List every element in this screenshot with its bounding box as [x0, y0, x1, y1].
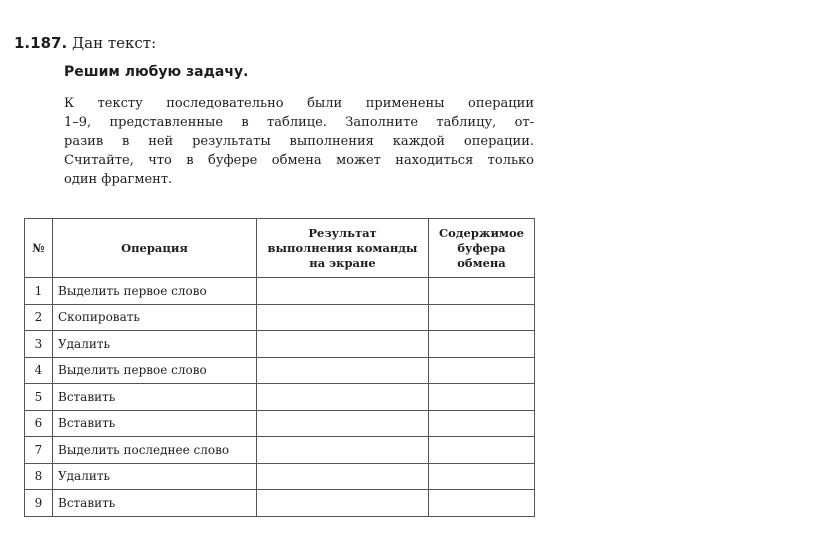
row-number: 9: [25, 490, 53, 517]
row-number: 2: [25, 304, 53, 331]
table-row: [25, 437, 535, 464]
row-number: 5: [25, 384, 53, 411]
task-label: Дан текст:: [71, 34, 157, 52]
table-row: [25, 304, 535, 331]
table-row: [25, 410, 535, 437]
task-subtitle: Решим любую задачу.: [64, 64, 249, 80]
row-number: 3: [25, 331, 53, 358]
row-operation: Скопировать: [53, 304, 257, 331]
row-number: 8: [25, 463, 53, 490]
table-row: [25, 490, 535, 517]
header-buffer: [429, 219, 535, 278]
table-header-row: [25, 219, 535, 278]
buffer-cell[interactable]: [429, 278, 535, 305]
row-operation: Выделить первое слово: [53, 278, 257, 305]
buffer-cell[interactable]: [429, 384, 535, 411]
row-number: 4: [25, 357, 53, 384]
header-result-line: выполнения команды: [267, 240, 418, 255]
table-row: [25, 357, 535, 384]
buffer-cell[interactable]: [429, 437, 535, 464]
result-cell[interactable]: [257, 437, 429, 464]
result-cell[interactable]: [257, 463, 429, 490]
row-operation: Удалить: [53, 331, 257, 358]
table-row: [25, 463, 535, 490]
buffer-cell[interactable]: [429, 463, 535, 490]
row-number: 7: [25, 437, 53, 464]
row-number: 6: [25, 410, 53, 437]
row-operation: Удалить: [53, 463, 257, 490]
row-operation: Вставить: [53, 410, 257, 437]
task-description: [64, 94, 534, 189]
table-row: [25, 278, 535, 305]
task-number: 1.187.: [14, 34, 68, 52]
description-line: Считайте, что в буфере обмена может находиться только: [64, 153, 534, 168]
buffer-cell[interactable]: [429, 331, 535, 358]
header-number: №: [25, 219, 53, 278]
row-operation: Выделить последнее слово: [53, 437, 257, 464]
description-line: разив в ней результаты выполнения каждой операции.: [64, 134, 534, 149]
header-result-line: на экране: [309, 255, 376, 270]
buffer-cell[interactable]: [429, 304, 535, 331]
header-result: [257, 219, 429, 278]
buffer-cell[interactable]: [429, 357, 535, 384]
row-operation: Вставить: [53, 490, 257, 517]
result-cell[interactable]: [257, 490, 429, 517]
description-line: 1–9, представленные в таблице. Заполните таблицу, от-: [64, 115, 534, 130]
row-operation: Вставить: [53, 384, 257, 411]
row-operation: Выделить первое слово: [53, 357, 257, 384]
description-line: К тексту последовательно были применены операции: [64, 96, 534, 111]
description-line: один фрагмент.: [64, 172, 173, 187]
result-cell[interactable]: [257, 410, 429, 437]
result-cell[interactable]: [257, 331, 429, 358]
header-buffer-line: буфера: [457, 240, 506, 255]
row-number: 1: [25, 278, 53, 305]
task-header: [14, 34, 156, 52]
buffer-cell[interactable]: [429, 490, 535, 517]
operations-table: [24, 218, 535, 517]
table-row: [25, 384, 535, 411]
buffer-cell[interactable]: [429, 410, 535, 437]
header-buffer-line: обмена: [457, 255, 506, 270]
result-cell[interactable]: [257, 357, 429, 384]
header-operation: Операция: [53, 219, 257, 278]
header-buffer-line: Содержимое: [439, 225, 524, 240]
result-cell[interactable]: [257, 384, 429, 411]
table-row: [25, 331, 535, 358]
header-result-line: Результат: [308, 225, 377, 240]
result-cell[interactable]: [257, 304, 429, 331]
result-cell[interactable]: [257, 278, 429, 305]
